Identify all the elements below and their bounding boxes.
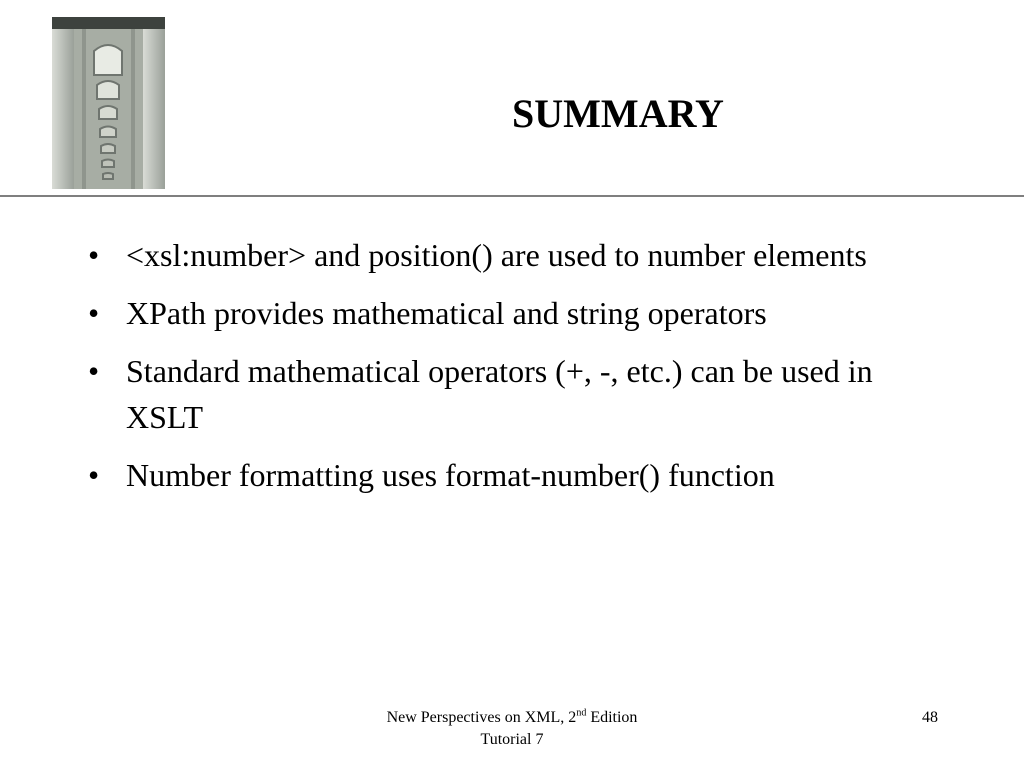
bullet-icon: •	[88, 457, 100, 493]
list-item	[84, 348, 944, 440]
list-item	[84, 232, 944, 278]
footer-line-1	[312, 707, 712, 729]
footer-title-superscript: nd	[576, 707, 587, 719]
footer-title-prefix: New Perspectives on XML, 2	[386, 709, 577, 726]
bullet-icon: •	[88, 353, 100, 389]
title-divider	[0, 195, 1024, 197]
bullet-icon: •	[88, 237, 100, 273]
bullet-text: Standard mathematical operators (+, -, etc.) can be used in XSLT	[126, 353, 873, 435]
bullet-text: XPath provides mathematical and string operators	[126, 295, 767, 331]
slide-title: SUMMARY	[512, 91, 724, 136]
page-number: 48	[922, 709, 938, 726]
bullet-list	[84, 232, 944, 510]
bullet-text: Number formatting uses format-number() function	[126, 457, 775, 493]
list-item	[84, 290, 944, 336]
bridge-arches-photo	[52, 17, 165, 189]
list-item	[84, 452, 944, 498]
footer-title-suffix: Edition	[586, 709, 638, 726]
footer-course-info	[312, 707, 712, 751]
bullet-text: <xsl:number> and position() are used to number elements	[126, 237, 867, 273]
footer-line-2: Tutorial 7	[480, 731, 544, 748]
bullet-icon: •	[88, 295, 100, 331]
